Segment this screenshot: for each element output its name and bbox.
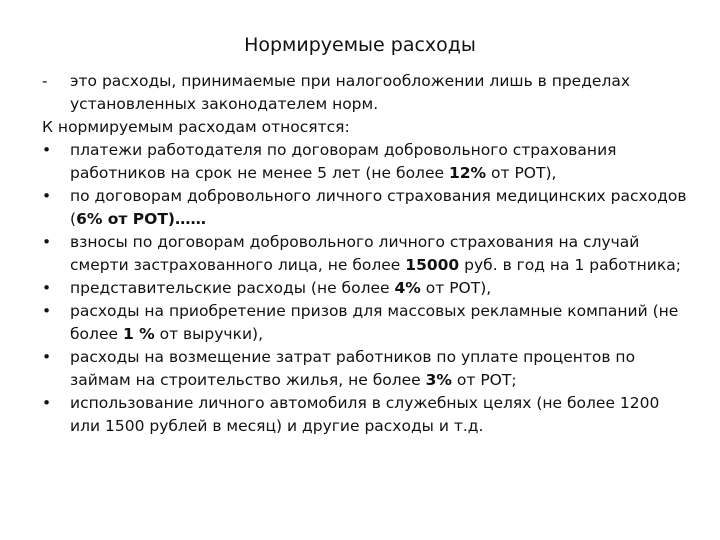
slide-title: Нормируемые расходы <box>244 34 476 56</box>
list-item-text <box>70 277 692 300</box>
list-item-text-part: платежи работодателя по договорам добровольного страхования работников на срок не менее 5 лет (не более <box>70 141 617 182</box>
list-item-text <box>70 139 692 185</box>
list-item <box>42 346 692 392</box>
slide-content <box>42 70 692 438</box>
dash-marker: - <box>42 72 48 90</box>
list-item-text <box>70 346 692 392</box>
definition-text: это расходы, принимаемые при налогообложении лишь в пределах установленных законодателем норм. <box>70 72 631 113</box>
list-item-text-part: руб. в год на 1 работника; <box>459 256 681 274</box>
list-item-text-part: расходы на возмещение затрат работников по уплате процентов по займам на строительство жилья, не более <box>70 348 636 389</box>
list-item <box>42 185 692 231</box>
bullet-icon: • <box>42 279 52 297</box>
list-item <box>42 139 692 185</box>
list-item-emphasis: 1 % <box>122 325 155 343</box>
list-item-text-part: расходы на приобретение призов для массовых рекламные компаний (не более <box>70 302 679 343</box>
list-item-text-part: от РОТ), <box>486 164 557 182</box>
list-item <box>42 392 692 438</box>
list-item-text <box>70 185 692 231</box>
bullet-icon: • <box>42 187 52 205</box>
list-item-text-part: представительские расходы (не более <box>70 279 395 297</box>
bullet-icon: • <box>42 394 52 412</box>
bullet-icon: • <box>42 141 52 159</box>
list-item-text <box>70 231 692 277</box>
bullet-icon: • <box>42 302 52 320</box>
list-item-emphasis: 15000 <box>405 256 460 274</box>
list-item-text-part: от РОТ; <box>451 371 517 389</box>
list-item-text-part: от РОТ), <box>420 279 492 297</box>
list-item <box>42 277 692 300</box>
list-item-text-part: использование личного автомобиля в служебных целях (не более 1200 или 1500 рублей в месяц) и другие расходы и т.д. <box>70 394 660 435</box>
definition-row <box>42 70 692 116</box>
list-item-emphasis: 4% <box>394 279 421 297</box>
list-item-text <box>70 392 692 438</box>
list-item-emphasis: 6% от РОТ)…… <box>76 210 206 228</box>
list-item <box>42 300 692 346</box>
list-item-emphasis: 12% <box>448 164 487 182</box>
list-item-emphasis: 3% <box>425 371 452 389</box>
list-item-text-part: по договорам добровольного личного страхования медицинских расходов ( <box>70 187 687 228</box>
bullet-icon: • <box>42 348 52 366</box>
list-item <box>42 231 692 277</box>
list-item-text <box>70 300 692 346</box>
list-item-text-part: взносы по договорам добровольного личного страхования на случай смерти застрахованного лица, не более <box>70 233 640 274</box>
list-item-text-part: от выручки), <box>154 325 263 343</box>
bullet-icon: • <box>42 233 52 251</box>
intro-text: К нормируемым расходам относятся: <box>42 118 350 136</box>
